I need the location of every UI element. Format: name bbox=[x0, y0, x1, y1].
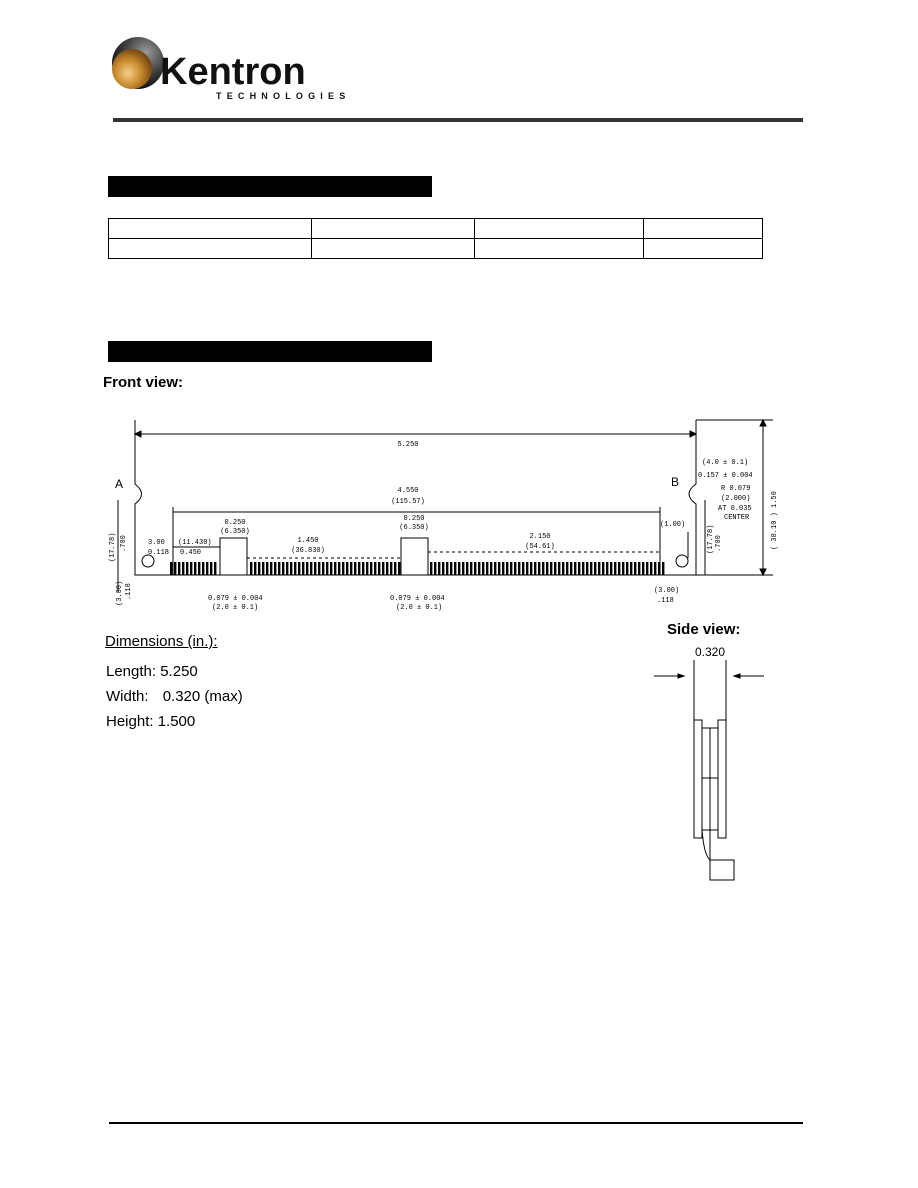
label-radius: R 0.079 bbox=[721, 485, 751, 493]
table-cell bbox=[109, 239, 312, 259]
label-seg-mid: 1.450 bbox=[297, 537, 319, 545]
section-bar-mechanical bbox=[108, 341, 432, 362]
label-bottom-right-mm: (3.00) bbox=[654, 587, 680, 595]
contact-pin bbox=[618, 562, 620, 575]
label-height-right-mm: (17.78) bbox=[707, 524, 715, 554]
label-bottom-left: .118 bbox=[125, 583, 133, 600]
contact-pin bbox=[574, 562, 576, 575]
contact-pin bbox=[662, 562, 664, 575]
contact-pin bbox=[626, 562, 628, 575]
contact-pin bbox=[534, 562, 536, 575]
contact-pin bbox=[630, 562, 632, 575]
spec-table bbox=[108, 218, 763, 259]
contact-pin bbox=[314, 562, 316, 575]
contact-pin bbox=[186, 562, 188, 575]
contact-pin bbox=[474, 562, 476, 575]
contact-pin bbox=[430, 562, 432, 575]
table-cell bbox=[644, 239, 763, 259]
contact-pin bbox=[602, 562, 604, 575]
contact-pin bbox=[282, 562, 284, 575]
contact-pin bbox=[598, 562, 600, 575]
label-key2: 0.079 ± 0.004 bbox=[390, 595, 445, 603]
contact-pin bbox=[266, 562, 268, 575]
label-bottom-left-mm: (3.00) bbox=[116, 580, 124, 606]
label-overall-length: 5.250 bbox=[397, 441, 419, 449]
contact-pin bbox=[522, 562, 524, 575]
contact-pin bbox=[558, 562, 560, 575]
contact-pin bbox=[550, 562, 552, 575]
contact-pin bbox=[562, 562, 564, 575]
label-seg-left: 0.450 bbox=[180, 549, 202, 557]
contact-pin bbox=[294, 562, 296, 575]
label-point-a: A bbox=[115, 477, 124, 491]
table-cell bbox=[312, 219, 475, 239]
contact-pin bbox=[654, 562, 656, 575]
dimensions-title: Dimensions (in.): bbox=[105, 633, 218, 650]
label-seg-left-mm: (11.430) bbox=[178, 539, 212, 547]
label-notch2-width-mm: (6.350) bbox=[399, 524, 429, 532]
contact-pin bbox=[278, 562, 280, 575]
contact-pin bbox=[298, 562, 300, 575]
height-value: 1.500 bbox=[157, 713, 196, 730]
contact-pin bbox=[566, 562, 568, 575]
contact-pin bbox=[450, 562, 452, 575]
label-key1: 0.079 ± 0.004 bbox=[208, 595, 263, 603]
footer-rule bbox=[109, 1122, 803, 1124]
contact-pin bbox=[390, 562, 392, 575]
section-bar-specs bbox=[108, 176, 432, 197]
contact-pin bbox=[582, 562, 584, 575]
contact-pin bbox=[498, 562, 500, 575]
label-radius-mm: (2.000) bbox=[721, 495, 751, 503]
contact-pin bbox=[570, 562, 572, 575]
contact-pin bbox=[250, 562, 252, 575]
label-seg-right-mm: (54.61) bbox=[525, 543, 555, 551]
contact-pin bbox=[482, 562, 484, 575]
label-hole-left: 0.118 bbox=[148, 549, 170, 557]
label-bottom-right: .118 bbox=[657, 597, 674, 605]
label-pin-span: 4.550 bbox=[397, 487, 419, 495]
table-cell bbox=[475, 219, 644, 239]
width-value: 0.320 (max) bbox=[162, 688, 243, 705]
contact-pin bbox=[554, 562, 556, 575]
contact-pin bbox=[290, 562, 292, 575]
label-key2-mm: (2.0 ± 0.1) bbox=[396, 604, 443, 612]
label-notch1-width-mm: (6.350) bbox=[220, 528, 250, 536]
height-label: Height: bbox=[106, 713, 154, 730]
contact-pin bbox=[386, 562, 388, 575]
contact-pin bbox=[254, 562, 256, 575]
contact-pin bbox=[338, 562, 340, 575]
contact-pin bbox=[194, 562, 196, 575]
contact-pin bbox=[258, 562, 260, 575]
contact-pin bbox=[362, 562, 364, 575]
label-total-height: ( 38.10 ) 1.50 bbox=[771, 491, 779, 550]
contact-pin bbox=[202, 562, 204, 575]
contact-pin bbox=[334, 562, 336, 575]
contact-pin bbox=[302, 562, 304, 575]
label-height-right: .700 bbox=[715, 535, 723, 552]
label-tol-2: 0.157 ± 0.004 bbox=[698, 472, 753, 480]
side-view-drawing bbox=[652, 660, 772, 890]
contact-pin bbox=[490, 562, 492, 575]
front-view-drawing bbox=[108, 412, 788, 612]
contact-pin bbox=[614, 562, 616, 575]
contact-pin bbox=[454, 562, 456, 575]
contact-pin bbox=[478, 562, 480, 575]
contact-pin bbox=[526, 562, 528, 575]
side-view-width-label: 0.320 bbox=[695, 645, 726, 659]
contact-pin bbox=[530, 562, 532, 575]
table-cell bbox=[475, 239, 644, 259]
contact-pin bbox=[594, 562, 596, 575]
contact-pin bbox=[642, 562, 644, 575]
contact-pin bbox=[438, 562, 440, 575]
contact-pin bbox=[434, 562, 436, 575]
length-label: Length: bbox=[106, 663, 157, 680]
contact-pin bbox=[214, 562, 216, 575]
contact-pin bbox=[394, 562, 396, 575]
contact-pin bbox=[346, 562, 348, 575]
table-row bbox=[109, 239, 763, 259]
width-label: Width: bbox=[106, 688, 149, 705]
contact-pin bbox=[370, 562, 372, 575]
label-point-b: B bbox=[671, 475, 680, 489]
contact-pins bbox=[170, 562, 664, 575]
contact-pin bbox=[546, 562, 548, 575]
label-right-edge-mm: (1.00) bbox=[660, 521, 686, 529]
label-key1-mm: (2.0 ± 0.1) bbox=[212, 604, 259, 612]
contact-pin bbox=[178, 562, 180, 575]
label-tol-1: (4.0 ± 0.1) bbox=[702, 459, 749, 467]
dimension-height bbox=[106, 713, 195, 730]
contact-pin bbox=[634, 562, 636, 575]
logo-brand-text: Kentron bbox=[160, 51, 306, 93]
label-seg-mid-mm: (36.830) bbox=[291, 547, 325, 555]
contact-pin bbox=[646, 562, 648, 575]
contact-pin bbox=[366, 562, 368, 575]
contact-pin bbox=[182, 562, 184, 575]
table-cell bbox=[312, 239, 475, 259]
contact-pin bbox=[446, 562, 448, 575]
contact-pin bbox=[514, 562, 516, 575]
contact-pin bbox=[502, 562, 504, 575]
contact-pin bbox=[170, 562, 172, 575]
contact-pin bbox=[198, 562, 200, 575]
contact-pin bbox=[342, 562, 344, 575]
logo-sphere-icon bbox=[110, 36, 166, 92]
contact-pin bbox=[542, 562, 544, 575]
contact-pin bbox=[286, 562, 288, 575]
contact-pin bbox=[606, 562, 608, 575]
contact-pin bbox=[318, 562, 320, 575]
table-cell bbox=[644, 219, 763, 239]
contact-pin bbox=[206, 562, 208, 575]
logo-tagline: TECHNOLOGIES bbox=[216, 91, 351, 101]
contact-pin bbox=[322, 562, 324, 575]
contact-pin bbox=[470, 562, 472, 575]
table-row bbox=[109, 219, 763, 239]
contact-pin bbox=[398, 562, 400, 575]
company-logo bbox=[108, 36, 351, 102]
contact-pin bbox=[174, 562, 176, 575]
contact-pin bbox=[518, 562, 520, 575]
contact-pin bbox=[210, 562, 212, 575]
label-hole-left-mm: 3.00 bbox=[148, 539, 165, 547]
contact-pin bbox=[374, 562, 376, 575]
contact-pin bbox=[506, 562, 508, 575]
label-seg-right: 2.150 bbox=[529, 533, 551, 541]
contact-pin bbox=[466, 562, 468, 575]
contact-pin bbox=[538, 562, 540, 575]
label-pin-span-mm: (115.57) bbox=[391, 498, 425, 506]
front-view-title: Front view: bbox=[103, 374, 184, 391]
label-center: CENTER bbox=[724, 514, 750, 522]
contact-pin bbox=[610, 562, 612, 575]
contact-pin bbox=[458, 562, 460, 575]
contact-pin bbox=[270, 562, 272, 575]
contact-pin bbox=[650, 562, 652, 575]
contact-pin bbox=[486, 562, 488, 575]
contact-pin bbox=[442, 562, 444, 575]
contact-pin bbox=[622, 562, 624, 575]
label-notch1-width: 0.250 bbox=[224, 519, 246, 527]
contact-pin bbox=[262, 562, 264, 575]
contact-pin bbox=[350, 562, 352, 575]
contact-pin bbox=[310, 562, 312, 575]
contact-pin bbox=[330, 562, 332, 575]
contact-pin bbox=[462, 562, 464, 575]
contact-pin bbox=[578, 562, 580, 575]
dimension-length bbox=[106, 663, 198, 680]
label-at: AT 0.035 bbox=[718, 505, 752, 513]
contact-pin bbox=[638, 562, 640, 575]
contact-pin bbox=[306, 562, 308, 575]
contact-pin bbox=[326, 562, 328, 575]
contact-pin bbox=[658, 562, 660, 575]
contact-pin bbox=[586, 562, 588, 575]
side-view-title: Side view: bbox=[667, 621, 741, 638]
contact-pin bbox=[494, 562, 496, 575]
contact-pin bbox=[378, 562, 380, 575]
contact-pin bbox=[510, 562, 512, 575]
contact-pin bbox=[354, 562, 356, 575]
contact-pin bbox=[190, 562, 192, 575]
header-rule bbox=[113, 118, 803, 122]
contact-pin bbox=[358, 562, 360, 575]
contact-pin bbox=[590, 562, 592, 575]
label-height-left: .700 bbox=[120, 535, 128, 552]
label-notch2-width: 0.250 bbox=[403, 515, 425, 523]
label-height-left-mm: (17.78) bbox=[109, 532, 117, 562]
contact-pin bbox=[382, 562, 384, 575]
dimension-width bbox=[106, 688, 243, 705]
contact-pin bbox=[274, 562, 276, 575]
length-value: 5.250 bbox=[160, 663, 198, 680]
table-cell bbox=[109, 219, 312, 239]
